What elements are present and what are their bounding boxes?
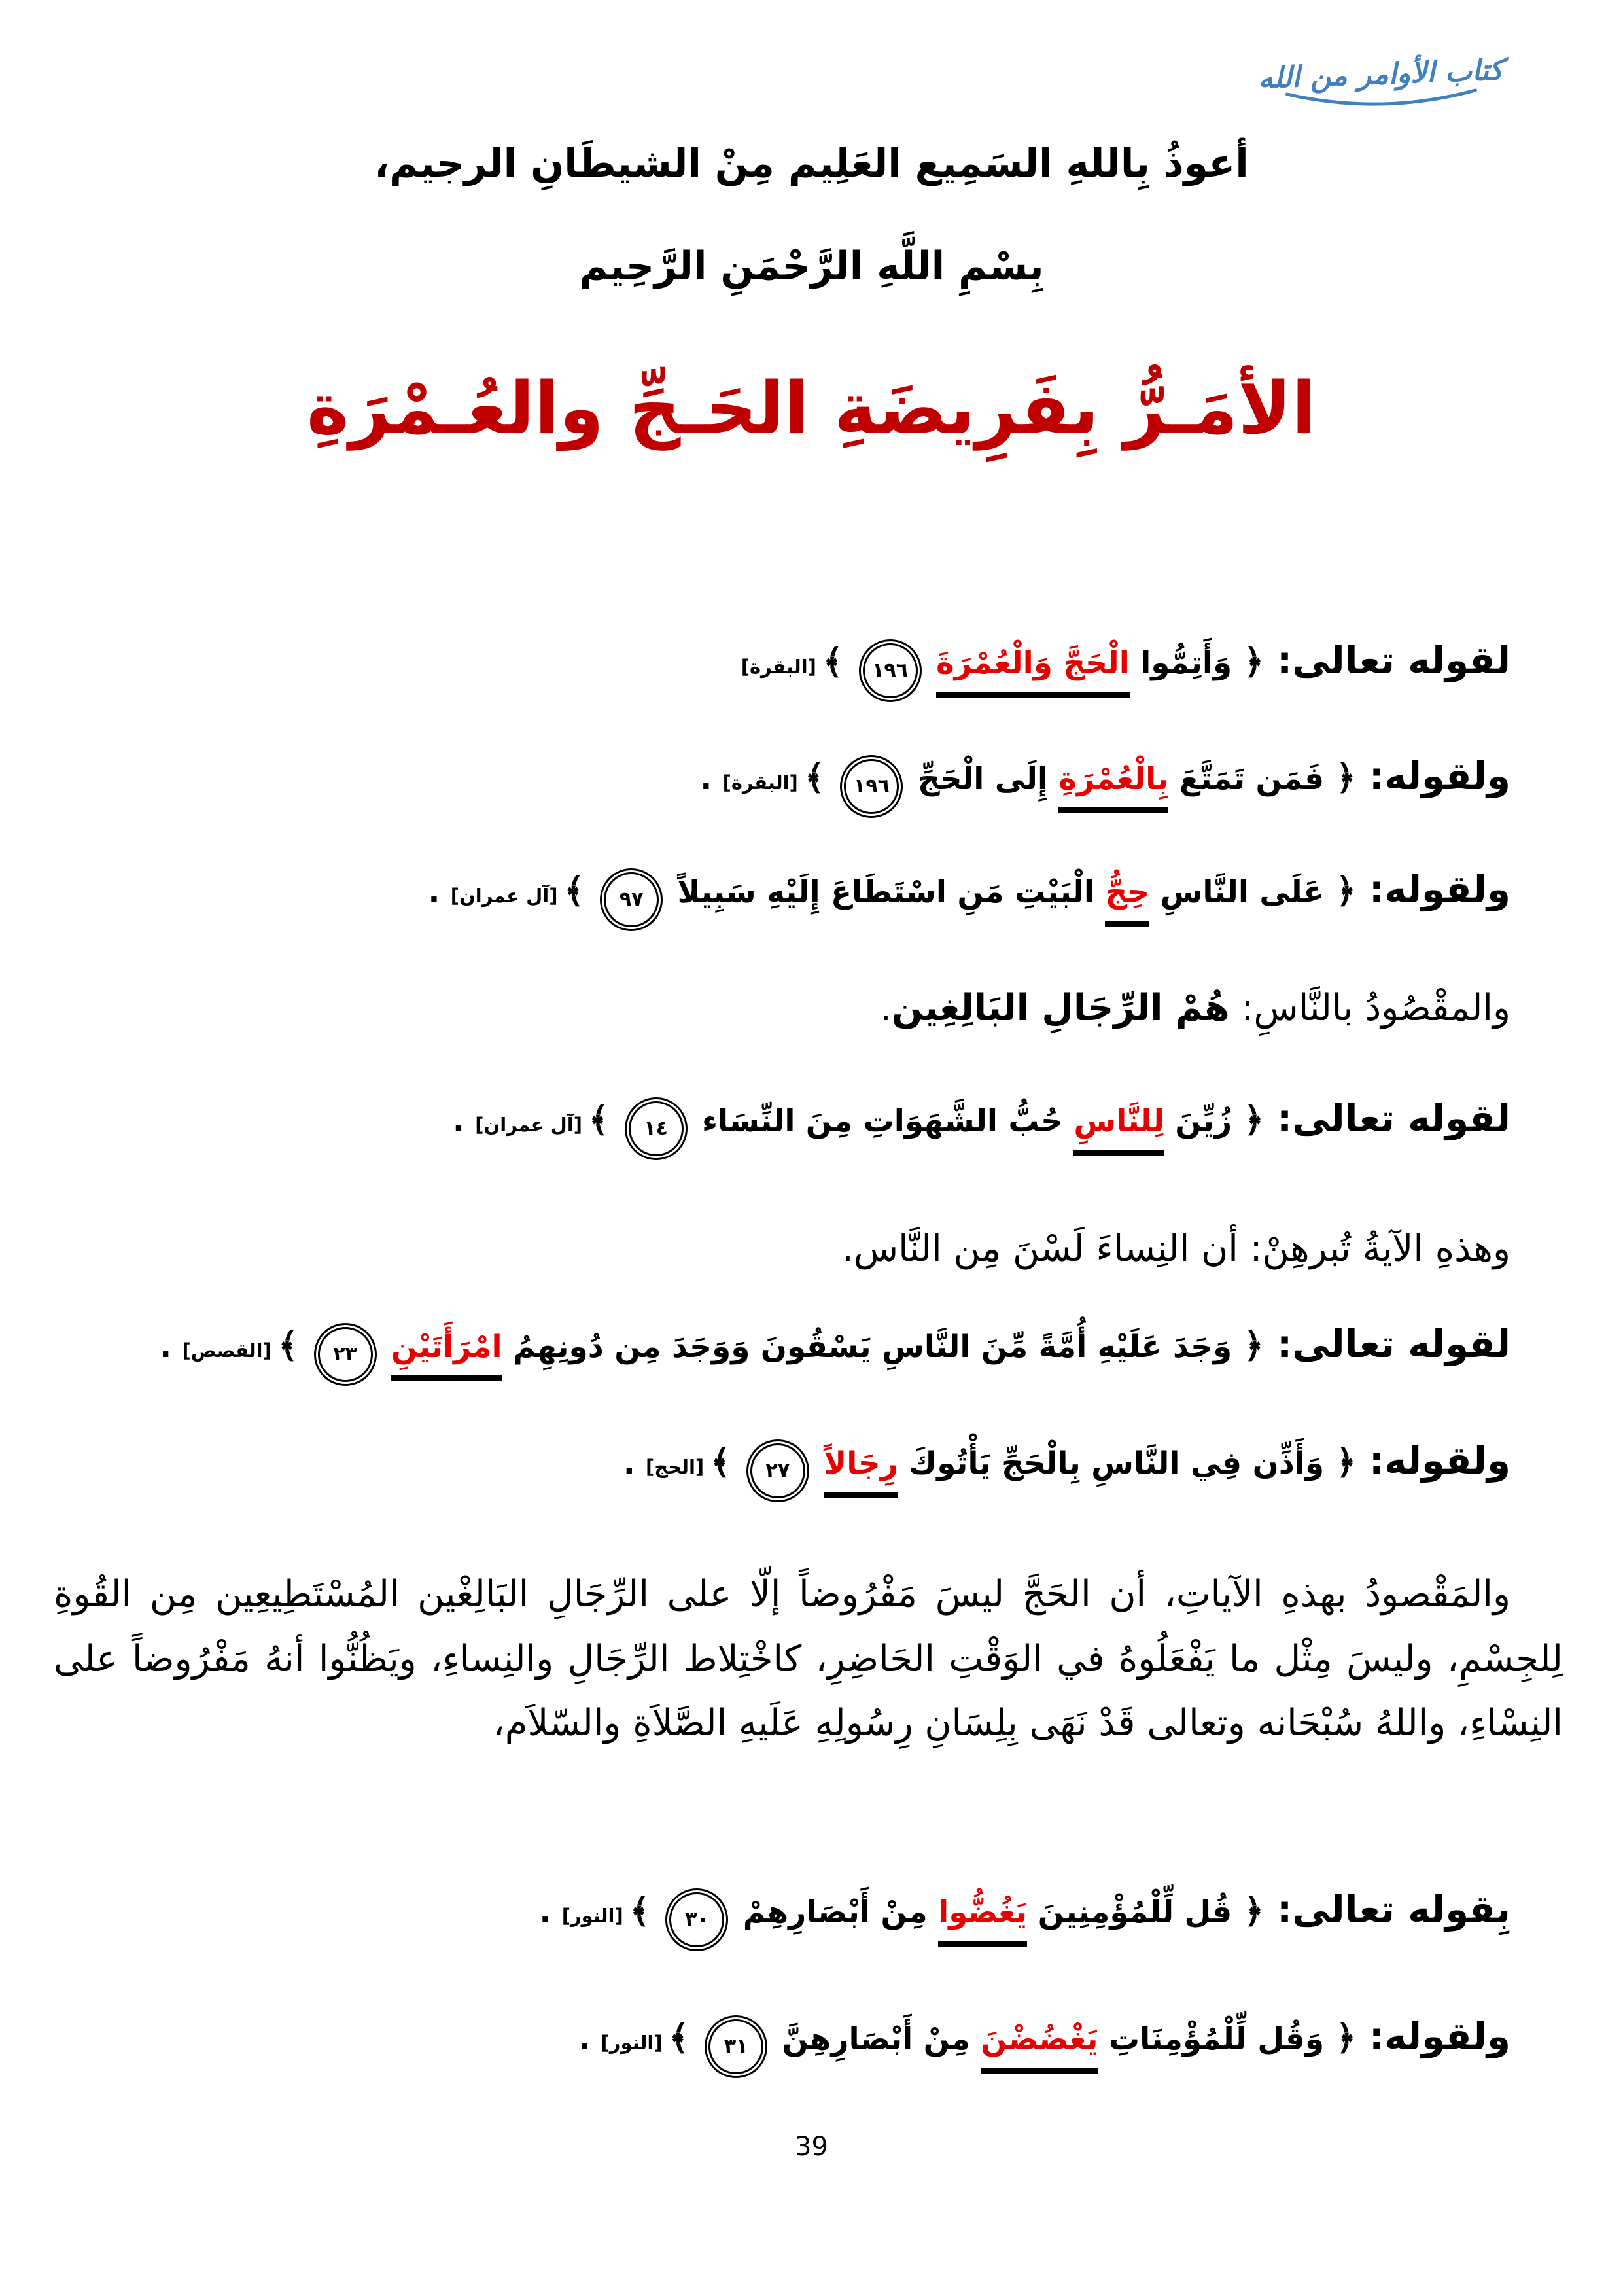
verse-number-medallion: ٢٣ xyxy=(314,1323,377,1386)
quran-close-bracket-icon: ﴾ xyxy=(804,758,837,798)
surah-reference: [الحج] xyxy=(646,1456,711,1478)
quran-text: زُيِّنَ xyxy=(1164,1103,1232,1139)
quran-word-red: الْحَجَّ وَالْعُمْرَةَ xyxy=(936,645,1130,698)
quran-word-red: رِجَالاً xyxy=(824,1445,898,1498)
quran-open-bracket-icon: ﴿ xyxy=(1232,1326,1264,1366)
quran-close-bracket-icon: ﴾ xyxy=(669,2019,701,2058)
surah-reference: [آل عمران] xyxy=(450,885,565,907)
quran-text: عَلَى النَّاسِ xyxy=(1149,874,1325,910)
surah-reference: [النور] xyxy=(561,1905,630,1927)
quran-open-bracket-icon: ﴿ xyxy=(1232,1892,1264,1931)
quran-close-bracket-icon: ﴾ xyxy=(823,643,855,682)
quote-label: بِقوله تعالى: xyxy=(1263,1887,1510,1932)
quran-text: إِلَى الْحَجِّ xyxy=(917,761,1059,797)
quran-text xyxy=(907,761,917,797)
quote-period: . xyxy=(428,874,451,910)
surah-reference: [آل عمران] xyxy=(475,1114,589,1136)
quote-period: . xyxy=(700,761,723,797)
quran-open-bracket-icon: ﴿ xyxy=(1324,1443,1356,1482)
istiadha-line: أعوذُ بِاللهِ السَمِيع العَلِيم مِنْ الشيطَانِ الرجيم، xyxy=(374,141,1249,186)
surah-reference: [القصص] xyxy=(182,1339,278,1362)
quote-label: لقوله تعالى: xyxy=(1263,1096,1510,1140)
quran-open-bracket-icon: ﴿ xyxy=(1232,1101,1264,1140)
surah-reference: [النور] xyxy=(601,2032,669,2054)
quran-quote-line xyxy=(0,754,1623,818)
quran-close-bracket-icon: ﴾ xyxy=(564,872,597,911)
quote-label: ولقوله: xyxy=(1355,1438,1510,1483)
quote-period: . xyxy=(578,2021,601,2057)
book-logo xyxy=(1223,52,1539,115)
quote-label: لقوله تعالى: xyxy=(1263,638,1510,682)
quote-label: ولقوله: xyxy=(1355,2014,1510,2058)
verse-number-medallion: ٩٧ xyxy=(600,868,663,931)
quran-word-red: يَغُضُّوا xyxy=(938,1894,1027,1947)
quran-word-red: حِجُّ xyxy=(1105,874,1149,927)
quran-text: حُبُّ الشَّهَوَاتِ مِنَ النِّسَاء xyxy=(702,1103,1074,1139)
quran-text xyxy=(381,1329,391,1365)
quote-period: . xyxy=(539,1894,562,1930)
surah-reference: [البقرة] xyxy=(741,656,823,678)
quran-text: وَأَذِّن فِي النَّاسِ بِالْحَجِّ يَأْتُوكَ xyxy=(898,1445,1325,1481)
quran-close-bracket-icon: ﴾ xyxy=(629,1892,662,1931)
quran-open-bracket-icon: ﴿ xyxy=(1324,758,1356,798)
page-number: 39 xyxy=(795,2132,828,2162)
quran-text xyxy=(691,1103,702,1139)
quote-period: . xyxy=(623,1445,646,1481)
quote-period: . xyxy=(453,1103,476,1139)
quran-quote-line xyxy=(0,1096,1623,1160)
verse-number-medallion: ١٩٦ xyxy=(859,639,922,702)
quran-text: الْبَيْتِ مَنِ اسْتَطَاعَ إِلَيْهِ سَبِيلاً xyxy=(677,874,1106,910)
verse-number-medallion: ٣١ xyxy=(705,2015,767,2078)
quran-close-bracket-icon: ﴾ xyxy=(277,1326,310,1366)
quran-quote-line xyxy=(0,638,1623,702)
quran-text: مِنْ أَبْصَارِهِمْ xyxy=(742,1894,939,1930)
basmala-line: بِسْمِ اللَّهِ الرَّحْمَنِ الرَّحِيم xyxy=(579,243,1044,289)
quran-word-red: لِلنَّاسِ xyxy=(1073,1103,1164,1156)
quran-open-bracket-icon: ﴿ xyxy=(1324,872,1356,911)
book-logo-text: كتاب الأوامر من الله xyxy=(1257,53,1504,96)
quran-word-red: امْرَأَتَيْنِ xyxy=(391,1329,502,1381)
quote-label: لقوله تعالى: xyxy=(1263,1322,1510,1366)
statement-period: . xyxy=(880,987,892,1029)
quran-text: وَقُل لِّلْمُؤْمِنَاتِ xyxy=(1098,2021,1325,2057)
quran-open-bracket-icon: ﴿ xyxy=(1232,643,1264,682)
quran-quote-line xyxy=(0,2014,1623,2078)
quran-text xyxy=(732,1894,742,1930)
statement-verse-proof: وهذهِ الآيةُ تُبرهِنْ: أن النِساءَ لَسْنَ مِن النَّاس. xyxy=(842,1227,1510,1270)
quran-quote-line xyxy=(0,1438,1623,1502)
quran-word-red: بِالْعُمْرَةِ xyxy=(1058,761,1168,813)
quran-text xyxy=(926,645,936,681)
quran-text xyxy=(667,874,677,910)
quran-text xyxy=(771,2021,782,2057)
quote-label: ولقوله: xyxy=(1355,754,1510,798)
verse-number-medallion: ٣٠ xyxy=(665,1888,728,1951)
verse-number-medallion: ٢٧ xyxy=(746,1439,809,1502)
statement-prefix: والمقْصُودُ بالنَّاسِ: xyxy=(1229,987,1510,1029)
verse-number-medallion: ١٩٦ xyxy=(840,755,903,818)
quran-close-bracket-icon: ﴾ xyxy=(710,1443,742,1482)
statement-bold-phrase: هُمْ الرِّجَالِ البَالِغِين xyxy=(891,987,1230,1029)
verse-number-medallion: ١٤ xyxy=(625,1097,688,1160)
quote-label: ولقوله: xyxy=(1355,867,1510,911)
quran-word-red: يَغْضُضْنَ xyxy=(981,2021,1098,2074)
quran-text: وَأَتِمُّوا xyxy=(1129,645,1232,681)
quote-period: . xyxy=(160,1329,183,1365)
quran-text: مِنْ أَبْصَارِهِنَّ xyxy=(782,2021,981,2057)
quran-text: فَمَن تَمَتَّعَ xyxy=(1168,761,1325,797)
quran-quote-line xyxy=(0,867,1623,931)
commentary-paragraph: والمَقْصودُ بهذهِ الآياتِ، أن الحَجَّ ليسَ مَفْرُوضاً إلّا على الرِّجَالِ البَالِغْين المُسْتَطِيعِين مِن القُوةِ لِلجِسْمِ، وليسَ مِثْل ما يَفْعَلُوهُ في الوَقْتِ الحَاضِرِ، كاخْتِلاط الرِّجَالِ والنِساءِ، ويَظُنُّوا أنهُ مَفْرُوضاً على النِسْاءِ، واللهُ سُبْحَانه وتعالى قَدْ نَهَى بِلِسَانِ رِسُولِهِ عَلَيهِ الصَّلاَةِ والسّلاَم، xyxy=(54,1573,1563,1745)
quran-text xyxy=(813,1445,824,1481)
statement-people-meaning xyxy=(59,987,1510,1029)
quran-quote-line xyxy=(0,1887,1623,1951)
quran-open-bracket-icon: ﴿ xyxy=(1324,2019,1356,2058)
quran-text: قُل لِّلْمُؤْمِنِينَ xyxy=(1027,1894,1232,1930)
quran-close-bracket-icon: ﴾ xyxy=(589,1101,621,1140)
quran-quote-line xyxy=(0,1322,1623,1386)
surah-reference: [البقرة] xyxy=(722,771,805,794)
chapter-title: الأمَـرُّ بِفَرِيضَةِ الحَـجِّ والعُـمْرَةِ xyxy=(306,366,1317,450)
quran-text: وَجَدَ عَلَيْهِ أُمَّةً مِّنَ النَّاسِ يَسْقُونَ وَوَجَدَ مِن دُونِهِمُ xyxy=(502,1329,1232,1365)
